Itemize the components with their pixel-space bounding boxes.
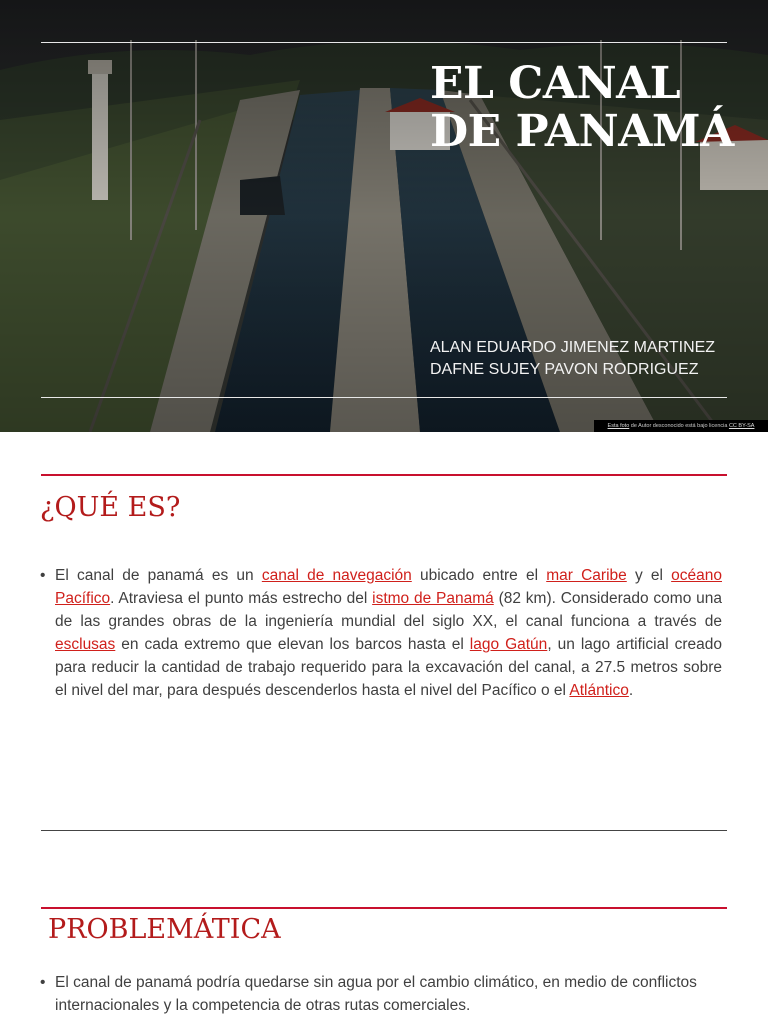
problem-heading: PROBLEMÁTICA [48, 914, 281, 945]
top-divider [41, 42, 727, 43]
text-segment: y el [626, 567, 672, 584]
link-esclusas[interactable]: esclusas [55, 636, 116, 653]
page-title [430, 60, 750, 156]
text-segment: . Atraviesa el punto más estrecho del [110, 590, 373, 607]
title-slide [0, 0, 768, 432]
credit-license-link[interactable]: CC BY-SA [728, 423, 755, 429]
author-2: DAFNE SUJEY PAVON RODRIGUEZ [430, 361, 699, 378]
text-segment: ubicado entre el [411, 567, 547, 584]
link-lago-gatun[interactable]: lago Gatún [469, 636, 548, 653]
section-divider-what-is [41, 474, 727, 476]
section-end-divider [41, 830, 727, 831]
section-divider-problem [41, 907, 727, 909]
what-is-heading: ¿QUÉ ES? [40, 492, 181, 523]
title-line-2: DE PANAMÁ [430, 106, 734, 157]
text-segment: (82 km). Considerado como una de las grandes obras de la ingeniería mundial del siglo XX, el canal funciona a través de [55, 590, 722, 630]
text-segment: en cada extremo que elevan los barcos hasta el [115, 636, 470, 653]
credit-text: de Autor desconocido está bajo licencia [629, 423, 729, 429]
link-canal-navegacion[interactable]: canal de navegación [261, 567, 412, 584]
photo-credit [594, 420, 768, 432]
text-segment: , un lago artificial creado para reducir la cantidad de trabajo requerido para la excavación del canal, a 27.5 metros sobre el nivel del mar, para después descenderlos hasta el nivel del Pacífico o el [55, 636, 723, 699]
what-is-paragraph [40, 564, 722, 702]
problem-bullet-1: • El canal de panamá podría quedarse sin agua por el cambio climático, en medio de conflictos internacionales y la competencia de otras rutas comerciales. [40, 971, 722, 1017]
bottom-divider [41, 397, 727, 398]
text-segment: El canal de panamá es un [55, 567, 262, 584]
link-mar-caribe[interactable]: mar Caribe [546, 567, 627, 584]
link-istmo-panama[interactable]: istmo de Panamá [372, 590, 494, 607]
credit-photo-link[interactable]: Esta foto [607, 423, 630, 429]
text-segment: . [628, 682, 634, 699]
title-line-1: EL CANAL [430, 58, 681, 109]
link-atlantico[interactable]: Atlántico [569, 682, 629, 699]
authors [430, 337, 750, 381]
author-1: ALAN EDUARDO JIMENEZ MARTINEZ [430, 339, 716, 356]
link-oceano-pacifico[interactable]: océano Pacífico [55, 567, 722, 607]
